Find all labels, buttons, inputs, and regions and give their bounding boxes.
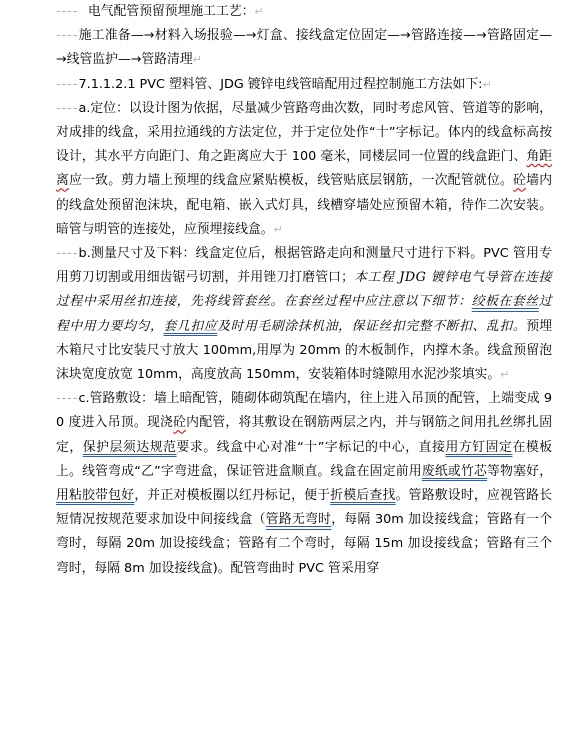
paragraph-heading: [0, 0, 552, 24]
paragraph-mark-icon: ↵: [273, 222, 283, 236]
grammar-mark: 保护层须达规范: [82, 439, 177, 455]
process-text: 施工准备—→材料入场报验—→灯盒、接线盒定位固定—→管路连接—→管路固定—→线管监护—→管路清理: [56, 28, 552, 68]
grammar-mark: 用方钉固定: [445, 439, 513, 455]
measurement-text-g: 预埋木箱尺寸比安装尺寸放大 100mm,用厚为 20mm 的木板制作，内撑木条。线盒预留泡沫块宽度放宽 10mm，高度放高 150mm，安装箱体时缝隙用水泥沙浆填实。: [56, 318, 553, 383]
indent-marker: ----: [56, 100, 79, 116]
indent-marker: ----: [56, 76, 79, 92]
grammar-mark: 管路无弯时: [265, 512, 332, 528]
positioning-text-e: 墙内的线盒处预留泡沫块，配电箱、嵌入式灯具，线槽穿墙处应预留木箱，待作二次安装。暗管与明管的连接处，应预埋接线盒。: [56, 173, 553, 237]
section-title-text: 7.1.1.2.1 PVC 塑料管、JDG 镀锌电线管暗配用过程控制施工方法如下:: [78, 76, 483, 92]
paragraph-section-title: [56, 73, 552, 97]
paragraph-measurement: [56, 242, 552, 387]
grammar-mark: 绞板在套丝: [471, 294, 539, 310]
grammar-mark: 折模后查找: [330, 488, 396, 504]
spelling-mark: 角距离: [56, 149, 553, 189]
paragraph-mark-icon: ↵: [192, 53, 202, 67]
laying-text-e: 要求。线盒中心对准“十”字标记的中心，直接: [176, 439, 446, 455]
paragraph-conduit-laying: [56, 387, 552, 581]
measurement-text-d: 过程中用力要均匀，: [56, 294, 553, 334]
paragraph-mark-icon: ↵: [254, 5, 264, 18]
positioning-text-c: 应一致。剪力墙上预埋的线盒应紧贴模板，线管贴底层钢筋，一次配管就位。: [69, 173, 514, 189]
measurement-text-f: 及时用毛刷涂抹机油，保证丝扣完整不断扣、乱扣。: [217, 318, 527, 334]
laying-text-g: 在模板上。线管弯成“乙”字弯进盒，保证管进盒顺直。线盒在固定前用: [56, 439, 553, 479]
paragraph-mark-icon: ↵: [500, 368, 510, 382]
indent-marker: ----: [56, 246, 79, 262]
spelling-mark: 砼: [173, 415, 187, 431]
laying-text-o: ，每隔 30m 加设接线盒；管路有一个弯时，每隔 20m 加设接线盒；管路有二个弯时，每隔 15m 加设接线盒；管路有三个弯时，每隔 8m 加设接线盒)。配管弯曲时 PVC 管采用穿: [56, 512, 553, 576]
paragraph-mark-icon: ↵: [482, 77, 492, 91]
laying-text-m: 。管路敷设时，应视管路长短情况按规范要求加设中间接线盒（: [56, 488, 553, 528]
spelling-mark: 砼: [513, 173, 527, 189]
laying-text-c: 内配管，将其敷设在钢筋两层之内，并与钢筋之间用扎丝绑扎固定，: [56, 415, 552, 455]
grammar-mark: 用粘胶带包好: [56, 488, 135, 504]
indent-marker: ----: [56, 28, 79, 44]
grammar-mark: 废纸或竹芯: [421, 463, 488, 479]
indent-marker: ----: [56, 4, 79, 19]
paragraph-positioning: [56, 97, 552, 242]
laying-text-a: c.管路敷设：墙上暗配管，随砌体砌筑配在墙内，往上进入吊顶的配管，上端变成 90 度进入吊顶。现浇: [56, 391, 552, 431]
grammar-mark: 套几扣应: [163, 318, 218, 334]
measurement-text-b: 本工程 JDG 镀锌电气导管在连接过程中采用丝扣连接，先将线管套丝。在套丝过程中应注意以下细节：: [56, 270, 553, 310]
laying-text-k: ，并正对模板圈以红丹标记，便于: [134, 488, 331, 504]
laying-text-i: 等物塞好，: [487, 463, 553, 479]
indent-marker: ----: [56, 391, 79, 407]
measurement-text-a: b.测量尺寸及下料：线盒定位后，根据管路走向和测量尺寸进行下料。PVC 管用专用剪刀切割或用细齿锯弓切割，并用锉刀打磨管口；: [56, 246, 552, 286]
heading-text: 电气配管预留预埋施工工艺：: [88, 4, 255, 19]
positioning-text-a: a.定位：以设计图为依据，尽量减少管路弯曲次数，同时考虑风管、管道等的影响，对成排的线盒，采用拉通线的方法定位，并于定位处作“十”字标记。体内的线盒标高按设计，其水平方向距门、角之距离应大于 100 毫米，同楼层同一位置的线盒距门、: [56, 100, 552, 165]
paragraph-process: [56, 24, 552, 72]
